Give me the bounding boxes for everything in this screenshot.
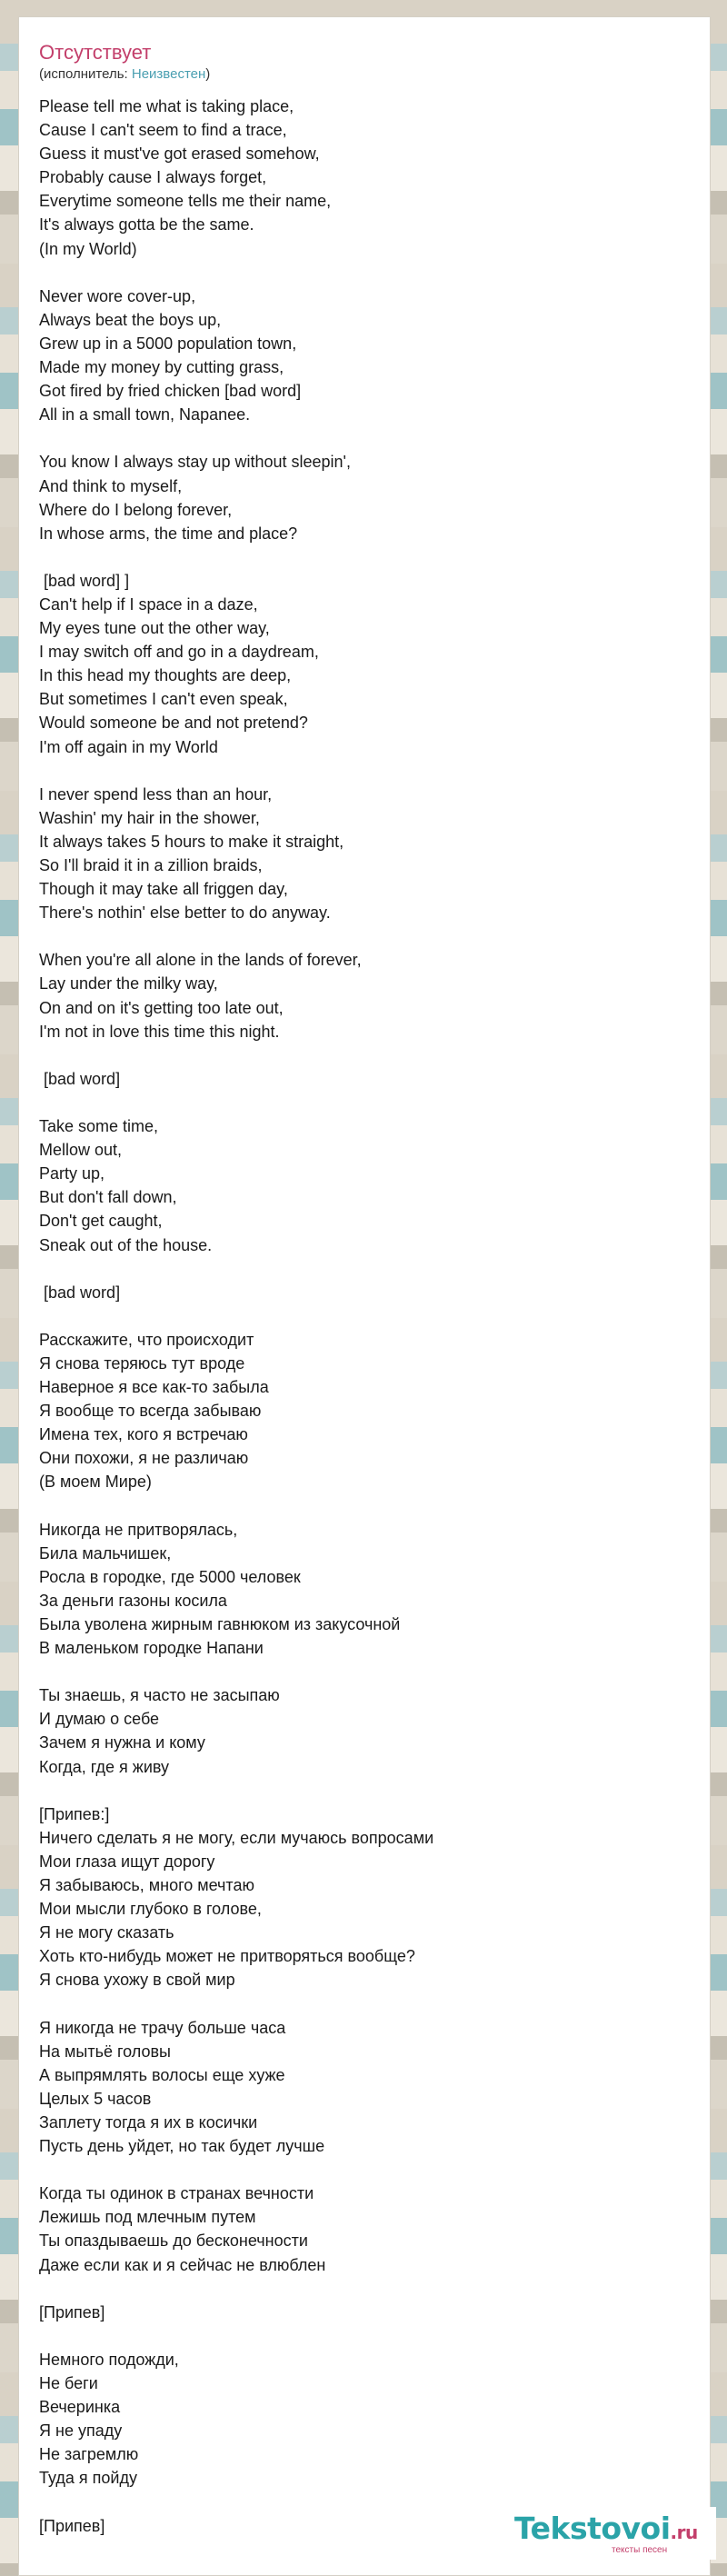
artist-suffix: ) [205,66,211,82]
lyrics-text: Please tell me what is taking place, Cause I can't seem to find a trace, Guess it must've got erased somehow, Probably cause I always forget, Everytime someone tells me their name, It's always gotta be the same. (In my World) Never wore cover-up, Always beat the boys up, Grew up in a 5000 population town, Made my money by cutting grass, Got fired by fried chicken [bad word] All in a small town, Napanee. You know I always stay up without sleepin', And think to myself, Where do I belong forever, In whose arms, the time and place? [bad word] ] Can't help if I space in a daze, My eyes tune out the other way, I may switch off and go in a daydream, In this head my thoughts are deep, But sometimes I can't even speak, Would someone be and not pretend? I'm off again in my World I never spend less than an hour, Washin' my hair in the shower, It always takes 5 hours to make it straight, So I'll braid it in a zillion braids, Though it may take all friggen day, There's nothin' else better to do anyway. When you're all alone in the lands of forever, Lay under the milky way, On and on it's getting too late out, I'm not in love this time this night. [bad word] Take some time, Mellow out, Party up, But don't fall down, Don't get caught, Sneak out of the house. [bad word] Расскажите, что происходит Я снова теряюсь тут вроде Наверное я все как-то забыла Я вообще то всегда забываю Имена тех, кого я встречаю Они похожи, я не различаю (В моем Мире) Никогда не притворялась, Била мальчишек, Росла в городке, где 5000 человек За деньги газоны косила Была уволена жирным гавнюком из закусочной В маленьком городке Напани Ты знаешь, я часто не засыпаю И думаю о себе Зачем я нужна и кому Когда, где я живу [Припев:] Ничего сделать я не могу, если мучаюсь вопросами Мои глаза ищут дорогу Я забываюсь, много мечтаю Мои мысли глубоко в голове, Я не могу сказать Хоть кто-нибудь может не притворяться вообще? Я снова ухожу в свой мир Я никогда не трачу больше часа На мытьё головы А выпрямлять волосы еще хуже Целых 5 часов Заплету тогда я их в косички Пусть день уйдет, но так будет лучше Когда ты одинок в странах вечности Лежишь под млечным путем Ты опаздываешь до бесконечности Даже если как и я сейчас не влюблен [Припев] Немного подожди, Не беги Вечеринка Я не упаду Не загремлю Туда я пойду [Припев] [39,97,434,2535]
artist-link[interactable]: Неизвестен [131,66,206,82]
song-title: Отсутствует [39,41,152,64]
logo-wordmark [514,2512,698,2549]
logo-tagline: тексты песен [612,2545,668,2555]
artist-prefix: (исполнитель: [39,66,132,82]
lyrics-page [18,16,711,2576]
artist-line [39,66,210,83]
site-logo[interactable] [507,2507,716,2560]
logo-name: Tekstovoi [514,2511,671,2546]
logo-tld: .ru [670,2521,698,2543]
